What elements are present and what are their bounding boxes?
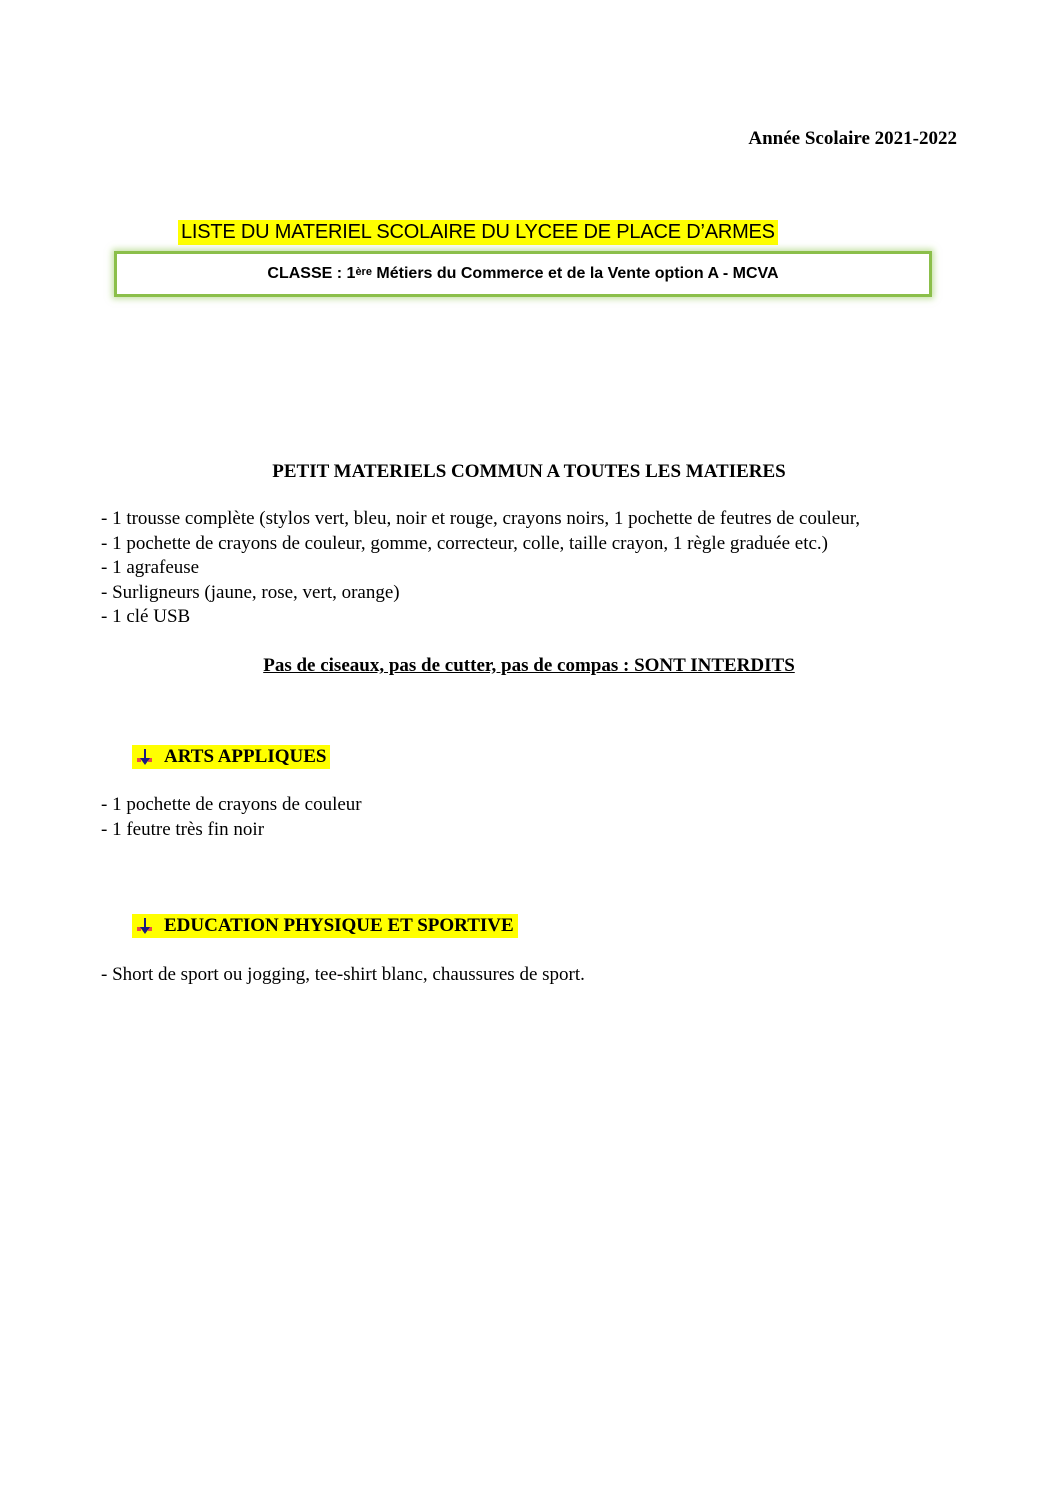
- list-item: - 1 pochette de crayons de couleur: [101, 794, 362, 815]
- arrow-down-icon: [134, 916, 156, 936]
- school-year: Année Scolaire 2021-2022: [748, 128, 957, 149]
- class-box: [114, 251, 932, 297]
- list-item: - 1 clé USB: [101, 606, 191, 627]
- list-item: - Surligneurs (jaune, rose, vert, orange): [101, 581, 400, 603]
- class-rest: Métiers du Commerce et de la Vente option A - MCVA: [371, 265, 779, 282]
- arrow-down-icon: [134, 747, 156, 767]
- arts-heading: [132, 745, 330, 769]
- arts-list: [101, 793, 362, 842]
- list-item: - 1 pochette de crayons de couleur, gomme, correcteur, colle, taille crayon, 1 règle graduée etc.): [101, 532, 828, 554]
- document-title: LISTE DU MATERIEL SCOLAIRE DU LYCEE DE PLACE D’ARMES: [178, 220, 778, 245]
- list-item: - Short de sport ou jogging, tee-shirt blanc, chaussures de sport.: [101, 964, 585, 985]
- common-heading: PETIT MATERIELS COMMUN A TOUTES LES MATIERES: [272, 461, 786, 482]
- eps-heading-label: EDUCATION PHYSIQUE ET SPORTIVE: [164, 915, 514, 936]
- class-sup: ère: [355, 266, 372, 278]
- list-item: - 1 trousse complète (stylos vert, bleu, noir et rouge, crayons noirs, 1 pochette de feutres de couleur,: [101, 508, 861, 529]
- list-item: - 1 feutre très fin noir: [101, 818, 265, 840]
- arts-heading-label: ARTS APPLIQUES: [164, 746, 327, 767]
- common-list: [101, 507, 860, 630]
- class-prefix: CLASSE : 1: [267, 265, 356, 282]
- eps-heading: [132, 914, 518, 938]
- forbidden-warning: Pas de ciseaux, pas de cutter, pas de compas : SONT INTERDITS: [263, 655, 795, 676]
- eps-list: [101, 963, 585, 988]
- list-item: - 1 agrafeuse: [101, 557, 200, 578]
